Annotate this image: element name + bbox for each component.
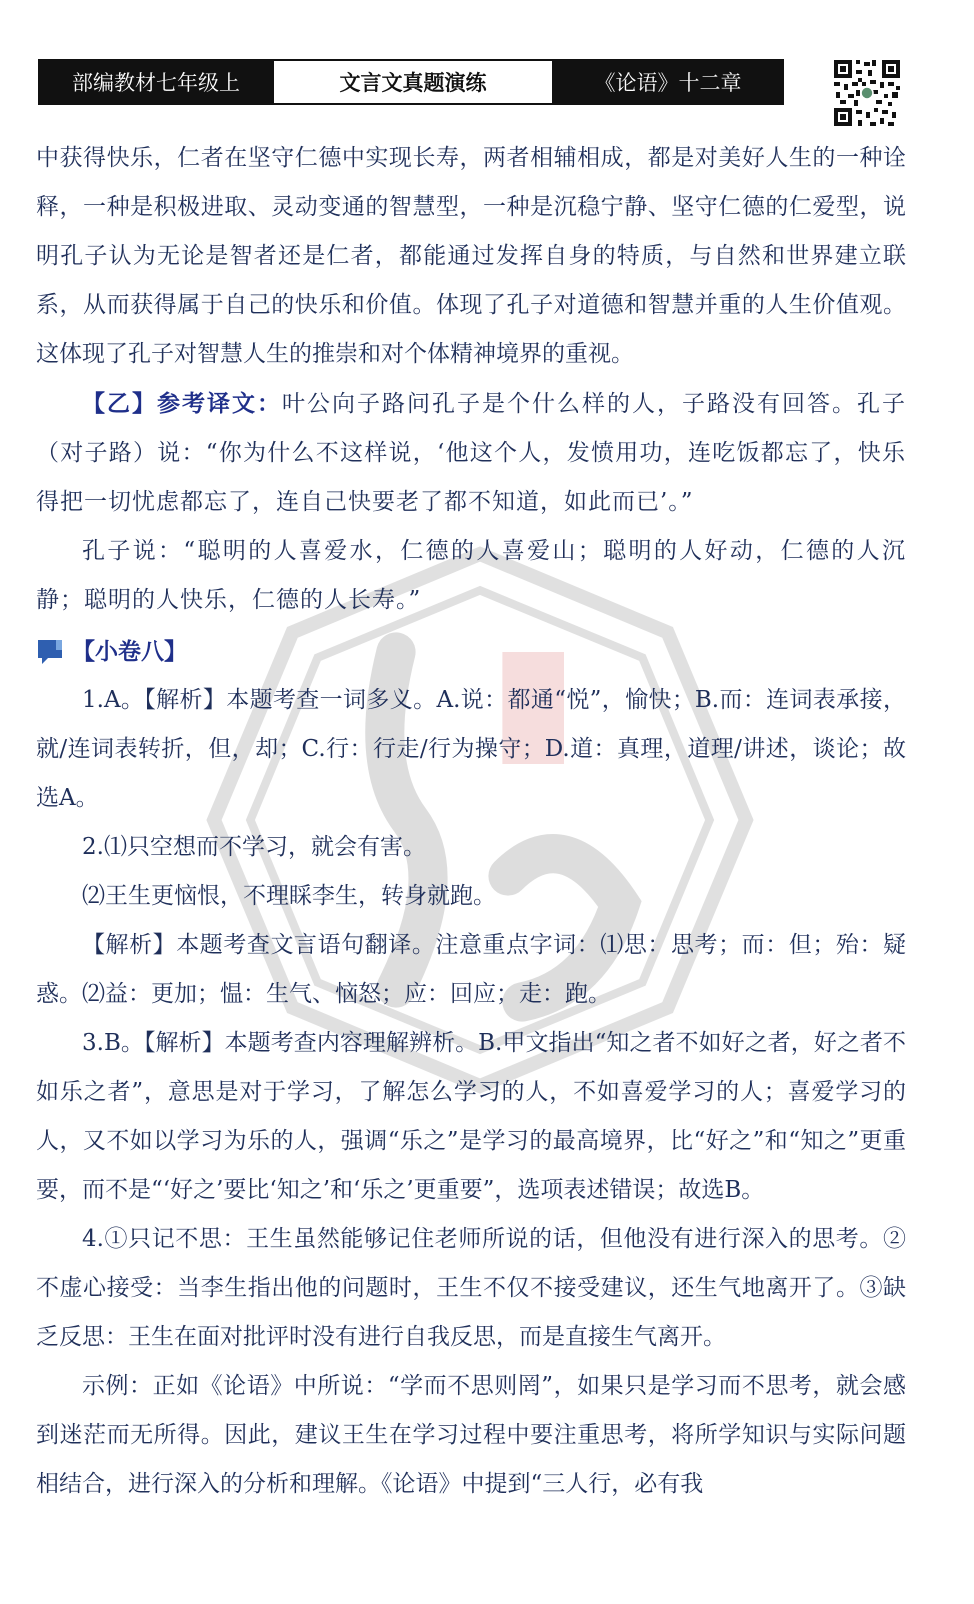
translation-b-text: 叶公向子路问孔子是个什么样的人，子路没有回答。孔子（对子路）说：“你为什么不这样说，‘他这个人，发愤用功，连吃饭都忘了，快乐得把一切忧虑都忘了，连自己快要老了都不知道，如此而已’。”: [36, 391, 906, 515]
section-heading: [36, 627, 906, 676]
answer-4-example: 示例：正如《论语》中所说：“学而不思则罔”，如果只是学习而不思考，就会感到迷茫而无所得。因此，建议王生在学习过程中要注重思考，将所学知识与实际问题相结合，进行深入的分析和理解。《论语》中提到“三人行，必有我: [36, 1373, 906, 1497]
answer-1: 1.A。【解析】本题考查一词多义。A.说：都通“悦”，愉快；B.而：连词表承接，就/连词表转折，但，却；C.行：行走/行为操守；D.道：真理，道理/讲述，谈论；故选A。: [36, 687, 906, 811]
section-title: 【小卷八】: [72, 638, 187, 665]
translation-b-label: 【乙】参考译文：: [82, 390, 282, 417]
answer-2-1: 2.⑴只空想而不学习，就会有害。: [82, 834, 426, 860]
answer-3: 3.B。【解析】本题考查内容理解辨析。B.甲文指出“知之者不如好之者，好之者不如乐之者”，意思是对于学习，了解怎么学习的人，不如喜爱学习的人；喜爱学习的人，又不如以学习为乐的人，强调“乐之”是学习的最高境界，比“好之”和“知之”更重要，而不是“‘好之’要比‘知之’和‘乐之’更重要”，选项表述错误；故选B。: [36, 1030, 906, 1203]
qr-code-icon: [832, 58, 902, 128]
flag-icon: [36, 638, 66, 666]
header-title: 文言文真题演练: [272, 61, 554, 103]
header-chapter: 《论语》十二章: [554, 61, 782, 103]
translation-b: [36, 379, 906, 527]
paragraph-continuation: 中获得快乐，仁者在坚守仁德中实现长寿，两者相辅相成，都是对美好人生的一种诠释，一种是积极进取、灵动变通的智慧型，一种是沉稳宁静、坚守仁德的仁爱型，说明孔子认为无论是智者还是仁者，都能通过发挥自身的特质，与自然和世界建立联系，从而获得属于自己的快乐和价值。体现了孔子对道德和智慧并重的人生价值观。这体现了孔子对智慧人生的推崇和对个体精神境界的重视。: [36, 145, 906, 367]
answer-4: 4.①只记不思：王生虽然能够记住老师所说的话，但他没有进行深入的思考。②不虚心接受：当李生指出他的问题时，王生不仅不接受建议，还生气地离开了。③缺乏反思：王生在面对批评时没有进行自我反思，而是直接生气离开。: [36, 1226, 906, 1350]
document-body: [36, 134, 906, 1509]
translation-b-2: 孔子说：“聪明的人喜爱水，仁德的人喜爱山；聪明的人好动，仁德的人沉静；聪明的人快乐，仁德的人长寿。”: [36, 538, 906, 613]
answer-2-analysis: 【解析】本题考查文言语句翻译。注意重点字词：⑴思：思考；而：但；殆：疑惑。⑵益：更加；愠：生气、恼怒；应：回应；走：跑。: [36, 932, 906, 1007]
header-bar: [38, 59, 784, 105]
header-grade: 部编教材七年级上: [40, 61, 272, 103]
answer-2-2: ⑵王生更恼恨，不理睬李生，转身就跑。: [82, 883, 496, 909]
